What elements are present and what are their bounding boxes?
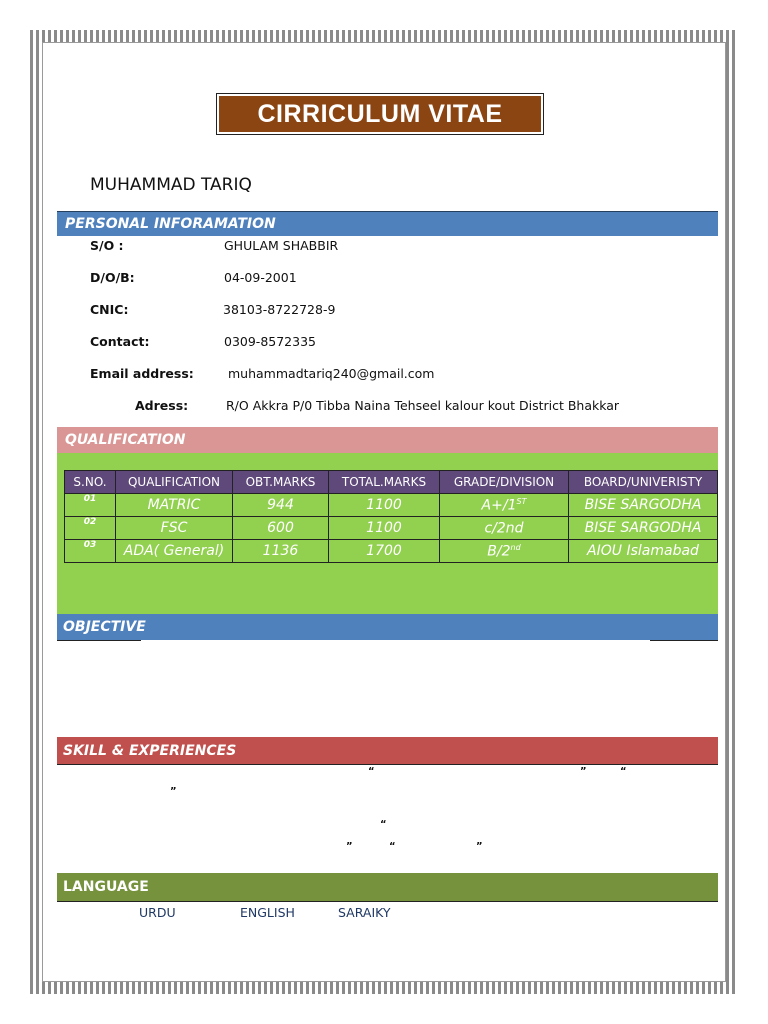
column-header: BOARD/UNIVERISTY <box>569 471 718 494</box>
table-row <box>65 540 718 563</box>
title-box <box>216 93 544 135</box>
so-label: S/O : <box>90 238 124 253</box>
cell-qualification: MATRIC <box>116 494 233 517</box>
quote-mark: “ <box>368 766 375 777</box>
candidate-name: MUHAMMAD TARIQ <box>90 175 252 195</box>
language-item-saraiky: SARAIKY <box>338 905 391 920</box>
cell-qualification: FSC <box>116 517 233 540</box>
cell-sno: 03 <box>65 540 116 563</box>
section-objective-header: OBJECTIVE <box>57 614 718 640</box>
quote-mark: ” <box>346 841 353 852</box>
contact-label: Contact: <box>90 334 150 349</box>
grade-text: c/2nd <box>484 520 524 537</box>
cell-board: BISE SARGODHA <box>569 517 718 540</box>
cell-board: AIOU Islamabad <box>569 540 718 563</box>
cell-obt-marks: 944 <box>233 494 329 517</box>
section-qualification-header: QUALIFICATION <box>57 427 718 453</box>
quote-mark: ” <box>170 786 177 797</box>
cell-total-marks: 1100 <box>329 517 440 540</box>
cell-sno: 02 <box>65 517 116 540</box>
quote-mark: “ <box>389 841 396 852</box>
grade-superscript: ST <box>516 496 527 506</box>
section-personal-header: PERSONAL INFORAMATION <box>57 211 718 236</box>
language-item-urdu: URDU <box>139 905 176 920</box>
divider <box>57 764 718 765</box>
so-value: GHULAM SHABBIR <box>224 238 339 253</box>
address-label: Adress: <box>135 398 189 413</box>
divider <box>57 640 141 641</box>
cell-grade <box>440 494 569 517</box>
section-skills-header: SKILL & EXPERIENCES <box>57 737 718 764</box>
address-value: R/O Akkra P/0 Tibba Naina Tehseel kalour kout District Bhakkar <box>226 398 620 413</box>
cell-board: BISE SARGODHA <box>569 494 718 517</box>
cell-total-marks: 1100 <box>329 494 440 517</box>
column-header: OBT.MARKS <box>233 471 329 494</box>
cv-title: CIRRICULUM VITAE <box>219 96 541 132</box>
cnic-label: CNIC: <box>90 302 129 317</box>
qualification-table <box>64 470 718 563</box>
divider <box>57 901 718 902</box>
cell-total-marks: 1700 <box>329 540 440 563</box>
cell-obt-marks: 1136 <box>233 540 329 563</box>
contact-value: 0309-8572335 <box>224 334 316 349</box>
table-row <box>65 494 718 517</box>
column-header: S.NO. <box>65 471 116 494</box>
cell-qualification: ADA( General) <box>116 540 233 563</box>
section-language-header: LANGUAGE <box>57 873 718 901</box>
table-row <box>65 517 718 540</box>
grade-superscript: nd <box>510 542 521 552</box>
language-item-english: ENGLISH <box>240 905 295 920</box>
cell-grade <box>440 517 569 540</box>
grade-text: A+/1 <box>481 497 517 514</box>
divider <box>650 640 718 641</box>
quote-mark: ” <box>476 841 483 852</box>
column-header: QUALIFICATION <box>116 471 233 494</box>
email-value: muhammadtariq240@gmail.com <box>228 366 435 381</box>
dob-value: 04-09-2001 <box>224 270 297 285</box>
email-label: Email address: <box>90 366 194 381</box>
quote-mark: “ <box>380 819 387 830</box>
quote-mark: ” <box>580 766 587 777</box>
column-header: TOTAL.MARKS <box>329 471 440 494</box>
grade-text: B/2 <box>487 543 511 560</box>
cell-grade <box>440 540 569 563</box>
dob-label: D/O/B: <box>90 270 135 285</box>
table-header-row <box>65 471 718 494</box>
quote-mark: “ <box>620 766 627 777</box>
column-header: GRADE/DIVISION <box>440 471 569 494</box>
cnic-value: 38103-8722728-9 <box>223 302 336 317</box>
cell-obt-marks: 600 <box>233 517 329 540</box>
cell-sno: 01 <box>65 494 116 517</box>
